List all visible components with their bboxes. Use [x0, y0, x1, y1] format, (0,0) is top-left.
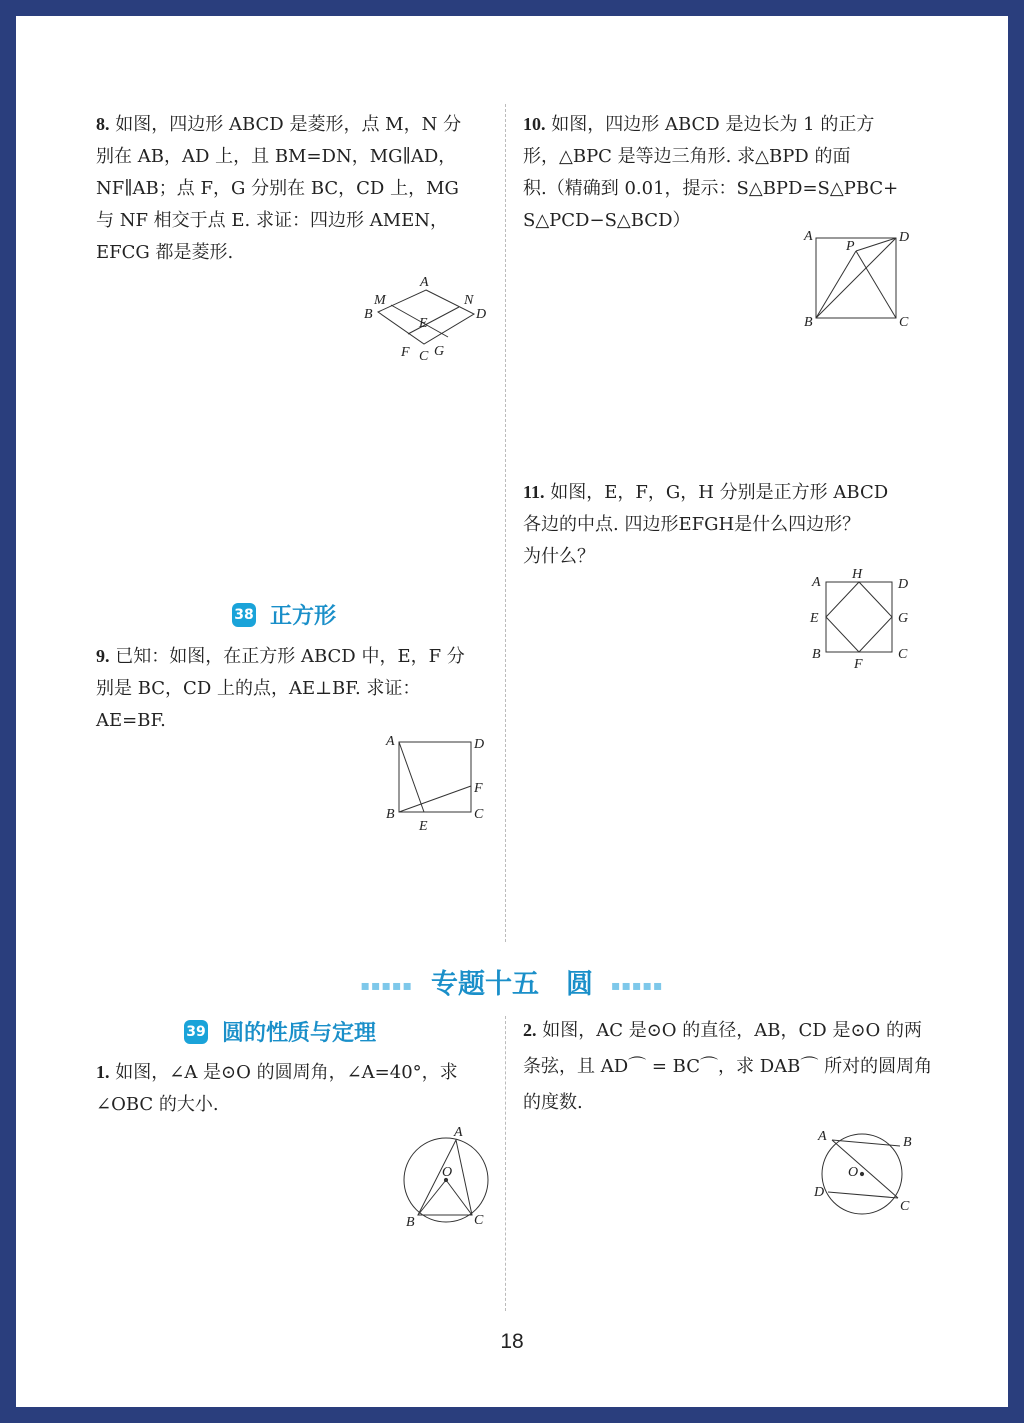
label-b: B [804, 315, 813, 330]
label-a: A [818, 1129, 827, 1144]
label-f: F [401, 345, 410, 360]
label-f: F [854, 657, 863, 672]
column-divider-bottom [505, 1016, 506, 1311]
label-d: D [814, 1185, 825, 1200]
column-divider-top [505, 104, 506, 942]
problem-text: 如图，四边形 ABCD 是边长为 1 的正方 形，△BPC 是等边三角形. 求△BPD 的面 积.（精确到 0.01，提示：S△BPD=S△PBC+ S△PCD−S△BCD） [523, 114, 899, 231]
section-title: 正方形 [270, 604, 337, 629]
label-m: M [374, 293, 386, 308]
aebf-square-figure [384, 730, 504, 834]
segment-bf [399, 786, 471, 812]
section-badge: 38 [232, 603, 256, 627]
label-a: A [804, 229, 813, 244]
label-n: N [464, 293, 474, 308]
efgh-square-figure [806, 567, 926, 672]
decor-dots-left: ▪▪▪▪▪ [360, 977, 413, 994]
section-39-heading [184, 1016, 376, 1047]
label-b: B [406, 1215, 415, 1230]
label-c: C [474, 807, 484, 822]
problem-10 [523, 108, 923, 237]
problem-text: 如图，∠A 是⊙O 的圆周角，∠A=40°，求 ∠OBC 的大小. [96, 1062, 458, 1115]
section-title: 圆的性质与定理 [222, 1021, 377, 1046]
segment-nf [408, 307, 459, 334]
problem-text: 已知：如图，在正方形 ABCD 中，E，F 分 别是 BC，CD 上的点，AE⊥BF. 求证： AE=BF. [96, 646, 465, 731]
label-a: A [454, 1125, 463, 1140]
label-d: D [474, 737, 485, 752]
label-o: O [848, 1165, 859, 1180]
topic-title: 专题十五 圆 [431, 969, 593, 1000]
label-e: E [419, 316, 428, 331]
page-number: 18 [500, 1330, 524, 1353]
label-g: G [898, 611, 909, 626]
label-c: C [419, 349, 429, 364]
label-c: C [899, 315, 909, 330]
problem-8 [96, 108, 496, 269]
section-38-heading [232, 599, 336, 630]
problem-number: 10. [523, 114, 546, 134]
quadrilateral-efgh [826, 582, 892, 652]
problem-text: 如图，AC 是⊙O 的直径，AB，CD 是⊙O 的两 条弦，且 AD⌒ = BC⌒，求 DAB⌒ 所对的圆周角 的度数. [523, 1020, 933, 1113]
label-c: C [898, 647, 908, 662]
label-d: D [899, 230, 910, 245]
square-abcd [399, 742, 471, 812]
label-c: C [900, 1199, 910, 1214]
label-g: G [434, 344, 445, 359]
problem-9 [96, 640, 496, 737]
center-dot [860, 1172, 863, 1175]
label-h: H [852, 567, 863, 582]
label-a: A [812, 575, 821, 590]
circle1-figure [394, 1124, 504, 1230]
topic-heading [16, 962, 1008, 1001]
circle2-figure [808, 1126, 928, 1220]
label-a: A [386, 734, 395, 749]
problem-number: 2. [523, 1020, 537, 1040]
label-o: O [442, 1165, 453, 1180]
problem-2 [523, 1012, 933, 1121]
section-badge: 39 [184, 1020, 208, 1044]
problem-1 [96, 1056, 496, 1121]
label-e: E [419, 819, 428, 834]
problem-number: 8. [96, 114, 110, 134]
label-c: C [474, 1213, 484, 1228]
label-b: B [386, 807, 395, 822]
label-p: P [846, 239, 855, 254]
problem-number: 11. [523, 482, 545, 502]
label-b: B [812, 647, 821, 662]
square-abcd [826, 582, 892, 652]
label-f: F [474, 781, 483, 796]
segment-bd [816, 238, 896, 318]
diameter-ac [832, 1140, 898, 1198]
segment-ae [399, 742, 424, 812]
worksheet-page [16, 16, 1008, 1407]
label-a: A [420, 275, 429, 290]
chord-cd [828, 1192, 898, 1198]
segment-pc [856, 251, 896, 318]
problem-number: 9. [96, 646, 110, 666]
decor-dots-right: ▪▪▪▪▪ [611, 977, 664, 994]
segment-ob [418, 1180, 446, 1215]
label-e: E [810, 611, 819, 626]
label-b: B [903, 1135, 912, 1150]
label-d: D [476, 307, 487, 322]
problem-text: 如图，E，F，G，H 分别是正方形 ABCD 各边的中点. 四边形EFGH是什么四边形？ 为什么？ [523, 482, 889, 567]
bpd-square-figure [796, 226, 926, 336]
rhombus-figure [356, 272, 506, 362]
label-d: D [898, 577, 909, 592]
problem-text: 如图，四边形 ABCD 是菱形，点 M，N 分 别在 AB，AD 上，且 BM=DN，MG∥AD， NF∥AB；点 F，G 分别在 BC，CD 上，MG 与 NF 相交于点 E. 求证：四边形 AMEN， EFCG 都是菱形. [96, 114, 462, 263]
chord-ab [832, 1140, 900, 1146]
problem-11 [523, 476, 923, 573]
label-b: B [364, 307, 373, 322]
problem-number: 1. [96, 1062, 110, 1082]
